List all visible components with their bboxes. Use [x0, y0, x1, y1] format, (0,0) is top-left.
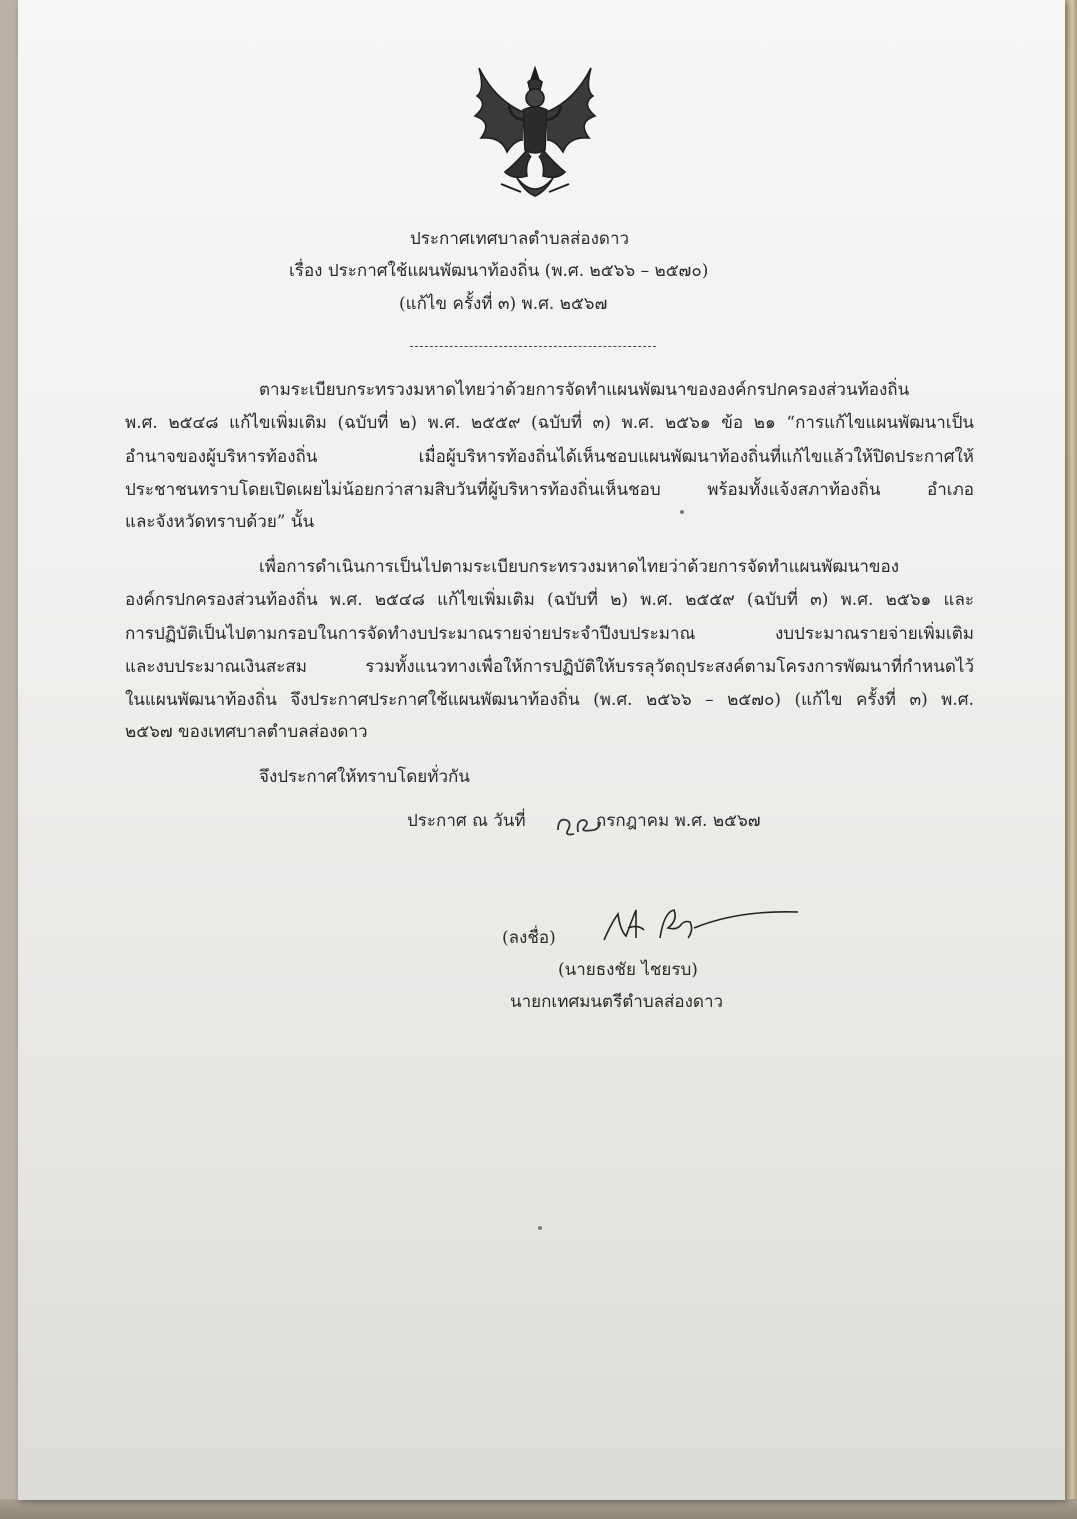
- paragraph-1-line: พ.ศ. ๒๕๔๘ แก้ไขเพิ่มเติม (ฉบับที่ ๒) พ.ศ. ๒๕๕๙ (ฉบับที่ ๓) พ.ศ. ๒๕๖๑ ข้อ ๒๑ “การแก้ไขแผนพัฒนาเป็น: [125, 413, 974, 433]
- paragraph-2-line: การปฏิบัติเป็นไปตามกรอบในการจัดทำงบประมาณรายจ่ายประจำปีงบประมาณ งบประมาณรายจ่ายเพิ่มเติม: [125, 624, 974, 644]
- announcement-subject: เรื่อง ประกาศใช้แผนพัฒนาท้องถิ่น (พ.ศ. ๒๕๖๖ – ๒๕๗๐): [289, 261, 709, 281]
- closing-statement: จึงประกาศให้ทราบโดยทั่วกัน: [259, 767, 470, 787]
- table-surface: [1065, 0, 1077, 1519]
- signed-label: (ลงชื่อ): [502, 928, 556, 948]
- announcement-revision: (แก้ไข ครั้งที่ ๓) พ.ศ. ๒๕๖๗: [399, 294, 608, 314]
- paragraph-1-line: อำนาจของผู้บริหารท้องถิ่น เมื่อผู้บริหารท้องถิ่นได้เห็นชอบแผนพัฒนาท้องถิ่นที่แก้ไขแล้วให้ปิดประกาศให้: [125, 447, 974, 467]
- date-prefix: ประกาศ ณ วันที่: [407, 811, 526, 831]
- garuda-emblem-icon: [465, 60, 605, 210]
- paragraph-2-line: เพื่อการดำเนินการเป็นไปตามระเบียบกระทรวงมหาดไทยว่าด้วยการจัดทำแผนพัฒนาของ: [259, 557, 899, 577]
- paragraph-1-line: ตามระเบียบกระทรวงมหาดไทยว่าด้วยการจัดทำแผนพัฒนาขององค์กรปกครองส่วนท้องถิ่น: [259, 380, 910, 400]
- paper-speck: [680, 510, 684, 514]
- paper-speck: [538, 1226, 542, 1230]
- document-page: [18, 0, 1065, 1500]
- paragraph-2-line: องค์กรปกครองส่วนท้องถิ่น พ.ศ. ๒๕๔๘ แก้ไขเพิ่มเติม (ฉบับที่ ๒) พ.ศ. ๒๕๕๙ (ฉบับที่ ๓) พ.ศ. ๒๕๖๑ และ: [125, 590, 974, 610]
- signatory-name: (นายธงชัย ไชยรบ): [558, 960, 698, 980]
- paragraph-2-line: ในแผนพัฒนาท้องถิ่น จึงประกาศประกาศใช้แผนพัฒนาท้องถิ่น (พ.ศ. ๒๕๖๖ – ๒๕๗๐) (แก้ไข ครั้งที่ ๓) พ.ศ.: [125, 690, 974, 710]
- paragraph-1-line: ประชาชนทราบโดยเปิดเผยไม่น้อยกว่าสามสิบวันที่ผู้บริหารท้องถิ่นเห็นชอบ พร้อมทั้งแจ้งสภาท้องถิ่น อำเภอ: [125, 480, 974, 500]
- signatory-position: นายกเทศมนตรีตำบลส่องดาว: [510, 992, 724, 1012]
- paragraph-2-line: และงบประมาณเงินสะสม รวมทั้งแนวทางเพื่อให้การปฏิบัติให้บรรลุวัตถุประสงค์ตามโครงการพัฒนาที่กำหนดไว้: [125, 657, 974, 677]
- announcement-title: ประกาศเทศบาลตำบลส่องดาว: [410, 229, 630, 249]
- date-suffix: กรกฎาคม พ.ศ. ๒๕๖๗: [596, 811, 761, 831]
- paragraph-1-line: และจังหวัดทราบด้วย” นั้น: [125, 512, 315, 532]
- table-surface-bottom: [0, 1499, 1077, 1519]
- signature-handwriting: [598, 900, 808, 950]
- header-separator: [410, 346, 656, 347]
- paragraph-2-line: ๒๕๖๗ ของเทศบาลตำบลส่องดาว: [125, 722, 368, 742]
